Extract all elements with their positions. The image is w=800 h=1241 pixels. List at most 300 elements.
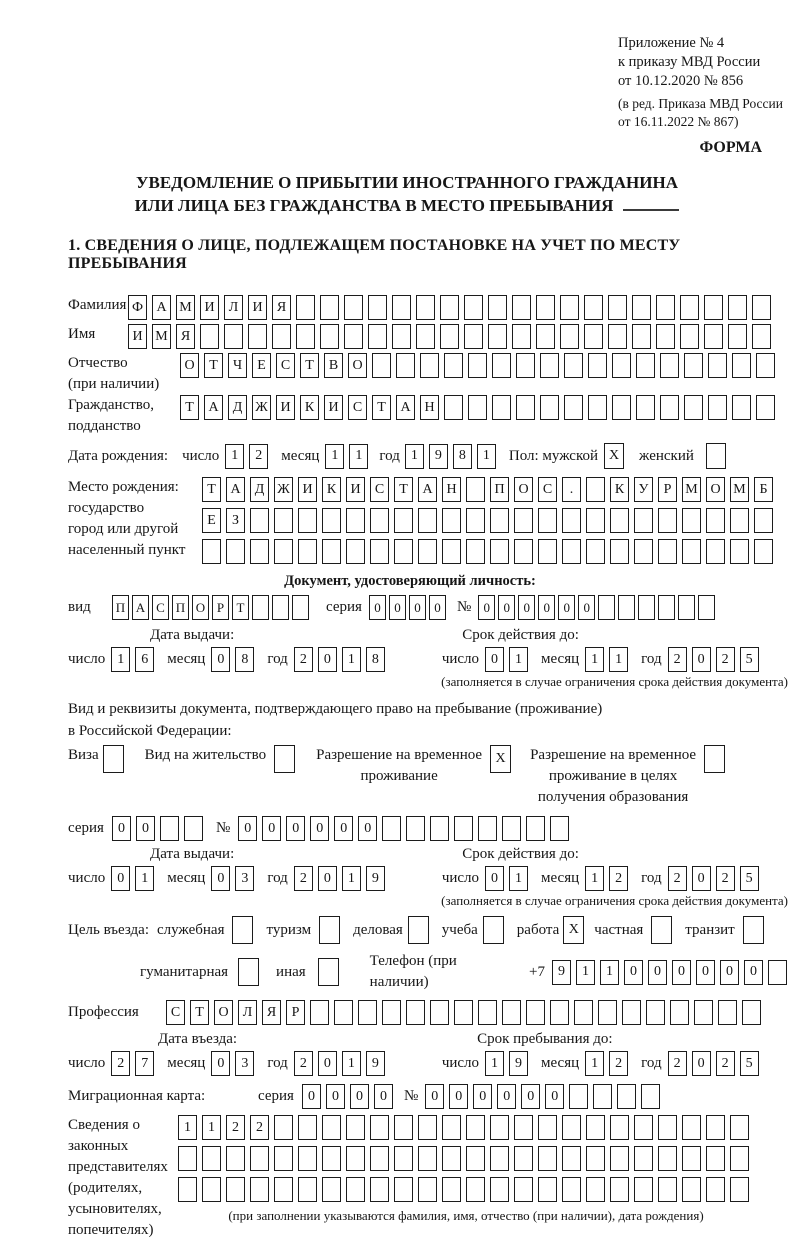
form-cell[interactable] <box>612 395 631 420</box>
purpose-commercial-checkbox[interactable] <box>408 916 434 944</box>
visa-checkbox[interactable] <box>103 745 129 773</box>
form-cell[interactable]: 0 <box>238 816 257 841</box>
form-cell[interactable]: 0 <box>334 816 353 841</box>
form-cell[interactable] <box>584 324 603 349</box>
form-cell[interactable]: 0 <box>302 1084 321 1109</box>
form-cell[interactable] <box>322 1177 341 1202</box>
form-cell[interactable]: 8 <box>453 444 472 469</box>
form-cell[interactable] <box>454 1000 473 1025</box>
form-cell[interactable] <box>440 295 459 320</box>
form-cell[interactable]: Н <box>442 477 461 502</box>
form-cell[interactable]: 9 <box>552 960 571 985</box>
form-cell[interactable] <box>706 508 725 533</box>
form-cell[interactable] <box>588 353 607 378</box>
form-cell[interactable] <box>560 324 579 349</box>
form-cell[interactable]: 2 <box>609 866 628 891</box>
form-cell[interactable] <box>538 1115 557 1140</box>
form-cell[interactable] <box>488 324 507 349</box>
form-cell[interactable] <box>320 324 339 349</box>
form-cell[interactable] <box>322 508 341 533</box>
form-cell[interactable] <box>538 539 557 564</box>
form-cell[interactable] <box>346 539 365 564</box>
form-cell[interactable] <box>754 508 773 533</box>
form-cell[interactable] <box>656 295 675 320</box>
form-cell[interactable]: У <box>634 477 653 502</box>
form-cell[interactable] <box>296 324 315 349</box>
form-cell[interactable] <box>370 1177 389 1202</box>
form-cell[interactable] <box>514 539 533 564</box>
form-cell[interactable] <box>656 324 675 349</box>
form-cell[interactable] <box>502 1000 521 1025</box>
purpose-humanitarian-checkbox[interactable] <box>238 958 264 986</box>
form-cell[interactable]: 9 <box>366 1051 385 1076</box>
form-cell[interactable]: 2 <box>226 1115 245 1140</box>
form-cell[interactable]: 5 <box>740 647 759 672</box>
form-cell[interactable] <box>658 1177 677 1202</box>
form-cell[interactable] <box>706 1146 725 1171</box>
form-cell[interactable] <box>334 1000 353 1025</box>
form-cell[interactable]: 1 <box>485 1051 504 1076</box>
form-cell[interactable] <box>250 508 269 533</box>
form-cell[interactable] <box>202 539 221 564</box>
form-cell[interactable] <box>704 295 723 320</box>
form-cell[interactable] <box>516 353 535 378</box>
form-cell[interactable] <box>562 1146 581 1171</box>
form-cell[interactable] <box>682 1115 701 1140</box>
form-cell[interactable] <box>466 508 485 533</box>
form-cell[interactable] <box>394 1146 413 1171</box>
form-cell[interactable] <box>103 745 124 773</box>
form-cell[interactable]: X <box>604 443 624 469</box>
form-cell[interactable] <box>416 295 435 320</box>
form-cell[interactable]: И <box>248 295 267 320</box>
form-cell[interactable] <box>526 1000 545 1025</box>
purpose-tourism-checkbox[interactable] <box>319 916 345 944</box>
form-cell[interactable] <box>202 1177 221 1202</box>
form-cell[interactable] <box>641 1084 660 1109</box>
form-cell[interactable]: 2 <box>294 647 313 672</box>
form-cell[interactable] <box>370 1115 389 1140</box>
form-cell[interactable] <box>682 1177 701 1202</box>
form-cell[interactable]: 2 <box>668 866 687 891</box>
form-cell[interactable] <box>250 1146 269 1171</box>
form-cell[interactable]: Р <box>658 477 677 502</box>
form-cell[interactable] <box>274 1177 293 1202</box>
form-cell[interactable]: 1 <box>225 444 244 469</box>
form-cell[interactable]: Б <box>754 477 773 502</box>
form-cell[interactable]: 2 <box>111 1051 130 1076</box>
form-cell[interactable]: С <box>348 395 367 420</box>
form-cell[interactable]: Т <box>394 477 413 502</box>
form-cell[interactable] <box>368 295 387 320</box>
form-cell[interactable] <box>718 1000 737 1025</box>
form-cell[interactable]: 0 <box>310 816 329 841</box>
form-cell[interactable] <box>586 1146 605 1171</box>
form-cell[interactable] <box>344 295 363 320</box>
form-cell[interactable]: М <box>730 477 749 502</box>
form-cell[interactable]: К <box>322 477 341 502</box>
form-cell[interactable]: 1 <box>178 1115 197 1140</box>
form-cell[interactable] <box>768 960 787 985</box>
form-cell[interactable]: 1 <box>585 1051 604 1076</box>
form-cell[interactable] <box>636 395 655 420</box>
form-cell[interactable] <box>658 1146 677 1171</box>
residence-vnz-checkbox[interactable] <box>274 745 300 773</box>
form-cell[interactable] <box>682 539 701 564</box>
form-cell[interactable] <box>752 324 771 349</box>
form-cell[interactable]: 0 <box>545 1084 564 1109</box>
form-cell[interactable] <box>319 916 340 944</box>
form-cell[interactable] <box>610 1115 629 1140</box>
form-cell[interactable] <box>536 324 555 349</box>
form-cell[interactable]: 0 <box>696 960 715 985</box>
form-cell[interactable]: А <box>226 477 245 502</box>
form-cell[interactable] <box>560 295 579 320</box>
form-cell[interactable] <box>490 539 509 564</box>
form-cell[interactable]: Л <box>238 1000 257 1025</box>
form-cell[interactable] <box>274 1115 293 1140</box>
form-cell[interactable] <box>617 1084 636 1109</box>
form-cell[interactable]: 0 <box>350 1084 369 1109</box>
form-cell[interactable] <box>634 1177 653 1202</box>
form-cell[interactable] <box>274 539 293 564</box>
form-cell[interactable]: 1 <box>509 647 528 672</box>
form-cell[interactable]: 0 <box>211 647 230 672</box>
form-cell[interactable] <box>610 1177 629 1202</box>
form-cell[interactable] <box>706 1177 725 1202</box>
form-cell[interactable] <box>598 1000 617 1025</box>
form-cell[interactable]: 0 <box>358 816 377 841</box>
form-cell[interactable]: 2 <box>668 1051 687 1076</box>
form-cell[interactable] <box>160 816 179 841</box>
form-cell[interactable] <box>394 539 413 564</box>
form-cell[interactable] <box>184 816 203 841</box>
form-cell[interactable] <box>298 1177 317 1202</box>
form-cell[interactable] <box>490 508 509 533</box>
form-cell[interactable]: О <box>180 353 199 378</box>
form-cell[interactable] <box>586 1115 605 1140</box>
form-cell[interactable]: 0 <box>473 1084 492 1109</box>
form-cell[interactable]: 0 <box>111 866 130 891</box>
form-cell[interactable] <box>392 324 411 349</box>
form-cell[interactable] <box>238 958 259 986</box>
form-cell[interactable]: М <box>152 324 171 349</box>
form-cell[interactable] <box>464 324 483 349</box>
form-cell[interactable]: З <box>226 508 245 533</box>
form-cell[interactable] <box>394 508 413 533</box>
sex-female-checkbox[interactable] <box>706 443 731 469</box>
form-cell[interactable] <box>732 353 751 378</box>
form-cell[interactable] <box>564 395 583 420</box>
form-cell[interactable]: Е <box>202 508 221 533</box>
form-cell[interactable] <box>440 324 459 349</box>
form-cell[interactable] <box>634 508 653 533</box>
form-cell[interactable]: 0 <box>409 595 426 620</box>
form-cell[interactable] <box>322 1115 341 1140</box>
form-cell[interactable] <box>708 353 727 378</box>
form-cell[interactable] <box>468 353 487 378</box>
form-cell[interactable]: 2 <box>250 1115 269 1140</box>
form-cell[interactable]: С <box>152 595 169 620</box>
form-cell[interactable] <box>370 1146 389 1171</box>
form-cell[interactable] <box>562 1115 581 1140</box>
form-cell[interactable] <box>408 916 429 944</box>
purpose-study-checkbox[interactable] <box>483 916 509 944</box>
form-cell[interactable] <box>612 353 631 378</box>
form-cell[interactable] <box>514 1146 533 1171</box>
form-cell[interactable] <box>466 477 485 502</box>
form-cell[interactable] <box>569 1084 588 1109</box>
form-cell[interactable] <box>732 395 751 420</box>
form-cell[interactable] <box>562 539 581 564</box>
form-cell[interactable]: А <box>204 395 223 420</box>
form-cell[interactable] <box>298 539 317 564</box>
form-cell[interactable] <box>682 1146 701 1171</box>
form-cell[interactable] <box>442 1177 461 1202</box>
form-cell[interactable] <box>514 1115 533 1140</box>
form-cell[interactable]: 0 <box>318 1051 337 1076</box>
form-cell[interactable]: 7 <box>135 1051 154 1076</box>
form-cell[interactable]: И <box>128 324 147 349</box>
purpose-business-checkbox[interactable] <box>232 916 258 944</box>
form-cell[interactable] <box>660 395 679 420</box>
form-cell[interactable] <box>406 816 425 841</box>
form-cell[interactable]: 1 <box>342 866 361 891</box>
form-cell[interactable] <box>658 539 677 564</box>
form-cell[interactable]: 1 <box>609 647 628 672</box>
form-cell[interactable] <box>466 539 485 564</box>
form-cell[interactable] <box>418 1146 437 1171</box>
sex-male-checkbox[interactable] <box>604 443 629 469</box>
form-cell[interactable]: 0 <box>425 1084 444 1109</box>
form-cell[interactable] <box>632 295 651 320</box>
form-cell[interactable] <box>444 353 463 378</box>
form-cell[interactable]: 0 <box>538 595 555 620</box>
form-cell[interactable] <box>512 295 531 320</box>
form-cell[interactable] <box>730 1146 749 1171</box>
form-cell[interactable]: 0 <box>485 866 504 891</box>
form-cell[interactable]: 8 <box>235 647 254 672</box>
form-cell[interactable] <box>488 295 507 320</box>
form-cell[interactable]: О <box>514 477 533 502</box>
form-cell[interactable]: М <box>682 477 701 502</box>
form-cell[interactable]: Ж <box>274 477 293 502</box>
form-cell[interactable]: 0 <box>518 595 535 620</box>
form-cell[interactable] <box>483 916 504 944</box>
form-cell[interactable] <box>248 324 267 349</box>
form-cell[interactable] <box>492 353 511 378</box>
form-cell[interactable] <box>538 1146 557 1171</box>
form-cell[interactable]: Р <box>212 595 229 620</box>
purpose-transit-checkbox[interactable] <box>743 916 769 944</box>
form-cell[interactable] <box>442 1115 461 1140</box>
form-cell[interactable] <box>322 539 341 564</box>
form-cell[interactable] <box>743 916 764 944</box>
form-cell[interactable]: Т <box>204 353 223 378</box>
form-cell[interactable]: 0 <box>429 595 446 620</box>
form-cell[interactable]: Ж <box>252 395 271 420</box>
form-cell[interactable] <box>346 1146 365 1171</box>
form-cell[interactable]: Л <box>224 295 243 320</box>
residence-rvp-education-checkbox[interactable] <box>704 745 730 773</box>
form-cell[interactable]: Т <box>232 595 249 620</box>
form-cell[interactable] <box>593 1084 612 1109</box>
form-cell[interactable] <box>346 1177 365 1202</box>
form-cell[interactable]: 0 <box>497 1084 516 1109</box>
form-cell[interactable] <box>232 916 253 944</box>
form-cell[interactable]: П <box>490 477 509 502</box>
form-cell[interactable] <box>670 1000 689 1025</box>
form-cell[interactable] <box>562 1177 581 1202</box>
form-cell[interactable]: Я <box>272 295 291 320</box>
form-cell[interactable]: 9 <box>509 1051 528 1076</box>
form-cell[interactable]: 2 <box>294 1051 313 1076</box>
form-cell[interactable] <box>682 508 701 533</box>
form-cell[interactable]: Т <box>300 353 319 378</box>
form-cell[interactable] <box>272 595 289 620</box>
form-cell[interactable]: 0 <box>262 816 281 841</box>
form-cell[interactable] <box>526 816 545 841</box>
form-cell[interactable] <box>680 295 699 320</box>
form-cell[interactable] <box>706 443 726 469</box>
form-cell[interactable] <box>466 1146 485 1171</box>
form-cell[interactable] <box>344 324 363 349</box>
form-cell[interactable]: 1 <box>202 1115 221 1140</box>
form-cell[interactable]: С <box>538 477 557 502</box>
form-cell[interactable]: 2 <box>716 866 735 891</box>
form-cell[interactable]: 0 <box>326 1084 345 1109</box>
form-cell[interactable]: 9 <box>366 866 385 891</box>
form-cell[interactable]: О <box>192 595 209 620</box>
form-cell[interactable] <box>638 595 655 620</box>
form-cell[interactable] <box>392 295 411 320</box>
form-cell[interactable]: 0 <box>692 866 711 891</box>
form-cell[interactable]: . <box>562 477 581 502</box>
form-cell[interactable]: 1 <box>325 444 344 469</box>
form-cell[interactable]: 1 <box>342 647 361 672</box>
form-cell[interactable] <box>396 353 415 378</box>
form-cell[interactable]: 1 <box>576 960 595 985</box>
form-cell[interactable] <box>370 508 389 533</box>
form-cell[interactable]: Т <box>180 395 199 420</box>
form-cell[interactable] <box>512 324 531 349</box>
form-cell[interactable] <box>586 477 605 502</box>
form-cell[interactable]: 1 <box>135 866 154 891</box>
form-cell[interactable] <box>320 295 339 320</box>
form-cell[interactable] <box>478 1000 497 1025</box>
form-cell[interactable]: Ф <box>128 295 147 320</box>
form-cell[interactable] <box>272 324 291 349</box>
form-cell[interactable]: Т <box>190 1000 209 1025</box>
form-cell[interactable] <box>564 353 583 378</box>
form-cell[interactable] <box>310 1000 329 1025</box>
form-cell[interactable]: И <box>276 395 295 420</box>
form-cell[interactable] <box>646 1000 665 1025</box>
form-cell[interactable] <box>728 324 747 349</box>
form-cell[interactable] <box>678 595 695 620</box>
form-cell[interactable]: 0 <box>672 960 691 985</box>
form-cell[interactable] <box>588 395 607 420</box>
form-cell[interactable]: 2 <box>716 647 735 672</box>
form-cell[interactable] <box>536 295 555 320</box>
form-cell[interactable] <box>394 1177 413 1202</box>
form-cell[interactable] <box>292 595 309 620</box>
form-cell[interactable] <box>704 745 725 773</box>
form-cell[interactable]: 0 <box>478 595 495 620</box>
form-cell[interactable]: X <box>563 916 584 944</box>
form-cell[interactable] <box>442 508 461 533</box>
form-cell[interactable] <box>490 1115 509 1140</box>
form-cell[interactable] <box>694 1000 713 1025</box>
form-cell[interactable] <box>382 1000 401 1025</box>
form-cell[interactable]: 9 <box>429 444 448 469</box>
form-cell[interactable]: 0 <box>389 595 406 620</box>
form-cell[interactable]: С <box>276 353 295 378</box>
purpose-other-checkbox[interactable] <box>318 958 344 986</box>
form-cell[interactable] <box>634 539 653 564</box>
form-cell[interactable]: Я <box>176 324 195 349</box>
form-cell[interactable]: 1 <box>405 444 424 469</box>
form-cell[interactable]: Е <box>252 353 271 378</box>
form-cell[interactable] <box>358 1000 377 1025</box>
form-cell[interactable] <box>730 508 749 533</box>
form-cell[interactable] <box>372 353 391 378</box>
form-cell[interactable] <box>370 539 389 564</box>
form-cell[interactable] <box>730 1115 749 1140</box>
form-cell[interactable]: 2 <box>249 444 268 469</box>
form-cell[interactable] <box>514 1177 533 1202</box>
form-cell[interactable] <box>298 1146 317 1171</box>
form-cell[interactable] <box>574 1000 593 1025</box>
form-cell[interactable]: Т <box>202 477 221 502</box>
form-cell[interactable] <box>420 353 439 378</box>
form-cell[interactable] <box>442 539 461 564</box>
form-cell[interactable]: 0 <box>211 1051 230 1076</box>
form-cell[interactable] <box>754 539 773 564</box>
form-cell[interactable] <box>658 508 677 533</box>
form-cell[interactable]: С <box>370 477 389 502</box>
form-cell[interactable]: Р <box>286 1000 305 1025</box>
form-cell[interactable] <box>418 1177 437 1202</box>
form-cell[interactable]: Ч <box>228 353 247 378</box>
form-cell[interactable] <box>728 295 747 320</box>
form-cell[interactable] <box>706 1115 725 1140</box>
form-cell[interactable] <box>610 1146 629 1171</box>
form-cell[interactable]: Д <box>250 477 269 502</box>
form-cell[interactable]: 1 <box>600 960 619 985</box>
form-cell[interactable] <box>322 1146 341 1171</box>
form-cell[interactable]: А <box>396 395 415 420</box>
form-cell[interactable]: 0 <box>744 960 763 985</box>
form-cell[interactable] <box>756 353 775 378</box>
form-cell[interactable] <box>704 324 723 349</box>
form-cell[interactable]: 0 <box>624 960 643 985</box>
form-cell[interactable] <box>610 539 629 564</box>
form-cell[interactable]: А <box>132 595 149 620</box>
form-cell[interactable]: А <box>152 295 171 320</box>
form-cell[interactable] <box>660 353 679 378</box>
form-cell[interactable] <box>226 1177 245 1202</box>
form-cell[interactable] <box>538 1177 557 1202</box>
form-cell[interactable] <box>618 595 635 620</box>
form-cell[interactable] <box>298 1115 317 1140</box>
form-cell[interactable]: 1 <box>342 1051 361 1076</box>
form-cell[interactable] <box>394 1115 413 1140</box>
form-cell[interactable]: 5 <box>740 866 759 891</box>
form-cell[interactable]: К <box>610 477 629 502</box>
form-cell[interactable] <box>274 508 293 533</box>
form-cell[interactable]: К <box>300 395 319 420</box>
